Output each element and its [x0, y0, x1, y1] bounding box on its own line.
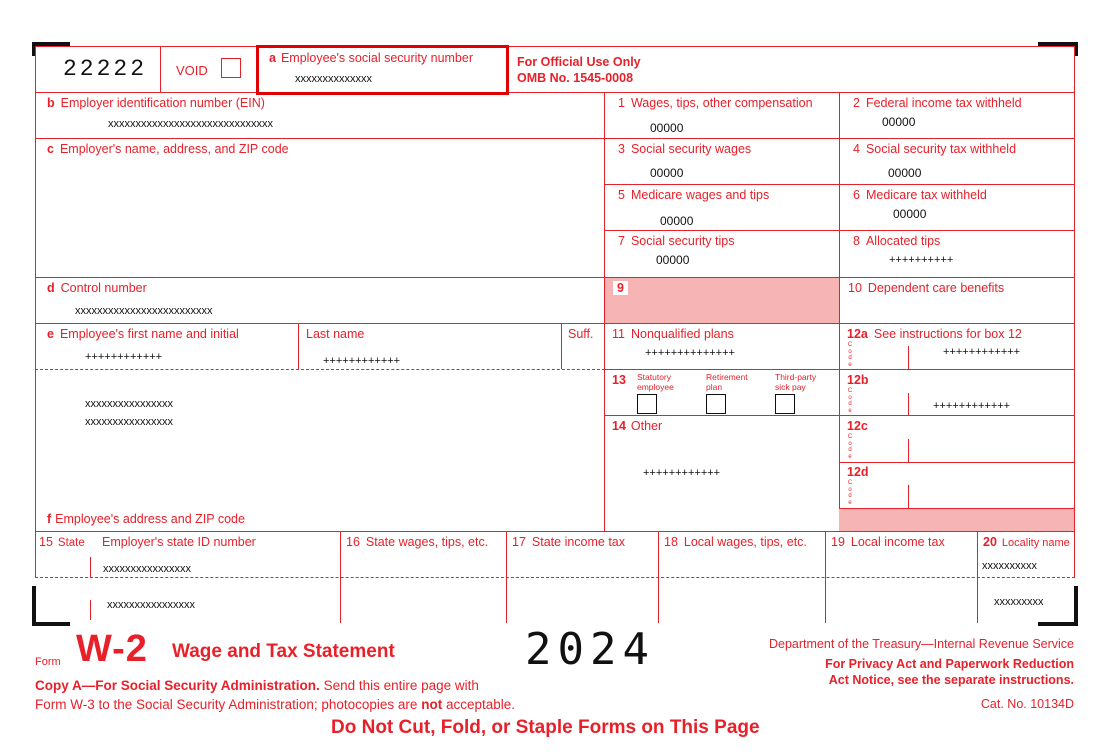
box-17-label: 17 State income tax	[512, 535, 626, 549]
box-7-label: 7 Social security tips	[618, 234, 735, 248]
box-d-value[interactable]: xxxxxxxxxxxxxxxxxxxxxxxxx	[75, 305, 213, 317]
code-label: C o d e	[847, 342, 853, 368]
box-15-label: 15 State	[39, 535, 85, 549]
box-19-label: 19 Local income tax	[831, 535, 945, 549]
tax-year: 2024	[525, 624, 655, 675]
dept-treasury: Department of the Treasury—Internal Revenue Service	[768, 637, 1074, 651]
box-14-label: 14 Other	[612, 419, 663, 433]
form-title: Wage and Tax Statement	[172, 641, 395, 662]
box-e-value[interactable]: ++++++++++++	[85, 351, 163, 363]
box-9-number: 9	[613, 281, 628, 295]
crop-mark	[32, 622, 70, 626]
third-party-label: Third-party sick pay	[775, 372, 817, 392]
crop-mark	[1038, 622, 1078, 626]
box-18-label: 18 Local wages, tips, etc.	[664, 535, 807, 549]
box-f-label: f Employee's address and ZIP code	[47, 512, 245, 526]
box-2-label: 2 Federal income tax withheld	[853, 96, 1022, 110]
box-13-number: 13	[612, 373, 626, 387]
box-9-shade	[604, 278, 839, 323]
box-11-label: 11 Nonqualified plans	[612, 327, 734, 341]
box-11-value[interactable]: ++++++++++++++	[645, 347, 735, 359]
box-3-label: 3 Social security wages	[618, 142, 752, 156]
form-control-code: 22222	[63, 56, 148, 82]
address-line-1[interactable]: xxxxxxxxxxxxxxxx	[85, 398, 173, 410]
box-20-label: 20 Locality name	[983, 535, 1070, 549]
box-d-label: d Control number	[47, 281, 147, 295]
box-14-value[interactable]: ++++++++++++	[643, 467, 721, 479]
box-4-value[interactable]: 00000	[888, 166, 922, 180]
last-name-value[interactable]: ++++++++++++	[323, 355, 401, 367]
box-8-label: 8 Allocated tips	[853, 234, 941, 248]
crop-mark	[32, 586, 36, 626]
box-7-value[interactable]: 00000	[656, 253, 690, 267]
copy-a-line-1: Copy A—For Social Security Administration. Send this entire page with	[35, 678, 479, 693]
box-5-value[interactable]: 00000	[660, 214, 694, 228]
do-not-cut-notice: Do Not Cut, Fold, or Staple Forms on This Page	[331, 717, 760, 738]
box-12a-value[interactable]: ++++++++++++	[943, 346, 1021, 358]
box-12-shade	[839, 509, 1074, 531]
void-label: VOID	[176, 63, 208, 78]
box-12d-label: 12d	[847, 465, 869, 479]
form-word: Form	[35, 656, 61, 668]
box-3-value[interactable]: 00000	[650, 166, 684, 180]
box-16-label: 16 State wages, tips, etc.	[346, 535, 489, 549]
box-10-label: 10 Dependent care benefits	[848, 281, 1005, 295]
code-label: C o d e	[847, 480, 853, 506]
box-1-value[interactable]: 00000	[650, 121, 684, 135]
box-15-value-2[interactable]: xxxxxxxxxxxxxxxx	[107, 599, 195, 611]
statutory-checkbox[interactable]	[637, 394, 657, 414]
code-label: C o d e	[847, 388, 853, 414]
box-20-value-1[interactable]: xxxxxxxxxx	[982, 560, 1037, 572]
retirement-label: Retirement plan	[706, 372, 748, 392]
box-b-value[interactable]: xxxxxxxxxxxxxxxxxxxxxxxxxxxxxx	[108, 118, 273, 130]
box-12b-value[interactable]: ++++++++++++	[933, 400, 1011, 412]
box-6-label: 6 Medicare tax withheld	[853, 188, 987, 202]
catalog-number: Cat. No. 10134D	[980, 697, 1074, 711]
omb-number: OMB No. 1545-0008	[517, 71, 634, 85]
statutory-label: Statutory employee	[637, 372, 674, 392]
box-2-value[interactable]: 00000	[882, 115, 916, 129]
code-label: C o d e	[847, 434, 853, 460]
address-line-2[interactable]: xxxxxxxxxxxxxxxx	[85, 416, 173, 428]
box-a-label: a Employee's social security number	[269, 51, 474, 65]
box-12c-label: 12c	[847, 419, 868, 433]
crop-mark	[1074, 586, 1078, 626]
box-e-label: e Employee's first name and initial	[47, 327, 239, 341]
official-use-label: For Official Use Only	[517, 55, 641, 69]
box-1-label: 1 Wages, tips, other compensation	[618, 96, 813, 110]
box-4-label: 4 Social security tax withheld	[853, 142, 1017, 156]
box-6-value[interactable]: 00000	[893, 207, 927, 221]
privacy-line-2: Act Notice, see the separate instructions.	[828, 673, 1074, 687]
suffix-label: Suff.	[568, 327, 594, 341]
box-15-id-label: Employer's state ID number	[102, 535, 256, 549]
box-5-label: 5 Medicare wages and tips	[618, 188, 770, 202]
box-a-ssn[interactable]	[256, 45, 509, 95]
copy-a-line-2: Form W-3 to the Social Security Administration; photocopies are not acceptable.	[35, 697, 516, 712]
box-20-value-2[interactable]: xxxxxxxxx	[994, 596, 1044, 608]
box-b-label: b Employer identification number (EIN)	[47, 96, 265, 110]
box-12a-label: 12a See instructions for box 12	[847, 327, 1022, 341]
retirement-checkbox[interactable]	[706, 394, 726, 414]
privacy-line-1: For Privacy Act and Paperwork Reduction	[825, 657, 1074, 671]
third-party-checkbox[interactable]	[775, 394, 795, 414]
last-name-label: Last name	[306, 327, 365, 341]
box-c-label: c Employer's name, address, and ZIP code	[47, 142, 289, 156]
box-a-value: xxxxxxxxxxxxxx	[295, 73, 372, 85]
void-checkbox[interactable]	[221, 58, 241, 78]
box-15-value-1[interactable]: xxxxxxxxxxxxxxxx	[103, 563, 191, 575]
box-8-value[interactable]: ++++++++++	[889, 254, 954, 266]
box-12b-label: 12b	[847, 373, 869, 387]
form-name: W-2	[76, 628, 148, 670]
